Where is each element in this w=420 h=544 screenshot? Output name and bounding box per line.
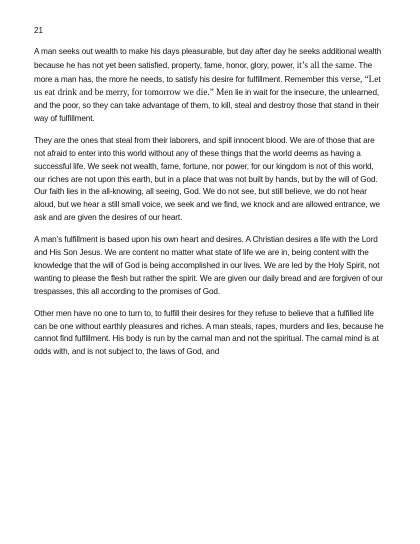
paragraph-1-text-start: A man seeks out wealth to make his days pleasurable, but day after day he seeks additional wealth because he has not yet been satisfied, property, fame, honor, glory, power, [34, 47, 382, 70]
paragraph-1-text-middle: . The more a man has, the more he needs, to satisfy his desire for fulfillment. Remember this [34, 60, 373, 84]
paragraph-1-text-end: lie in wait for the insecure, the unlearned, and the poor, so they can take advantage of them, to kill, steal and destroy those that stand in their way of fulfillment. [34, 88, 380, 123]
paragraph-3: A man’s fulfillment is based upon his own heart and desires. A Christian desires a life with the Lord and His Son Jesus. We are content no matter what state of life we are in, being content with the knowledge that the will of God is being accomplished in our lives. We are led by the Holy Spirit, not wanting to please the flesh but rather the spirit. We are given our daily bread and are forgiven of our trespasses, this all according to the promises of God. [34, 235, 383, 296]
paragraph-2: They are the ones that steal from their laborers, and spill innocent blood. We are of those that are not afraid to enter into this world without any of these things that the world deems as having a successful life. We seek not wealth, fame, fortune, nor power, for our kingdom is not of this world, our riches are not upon this earth, but in a place that was not built by hands, but by the will of God. Our faith lies in the all-knowing, all seeing, God. We do not see, but still believe, we do not hear aloud, but we hear a still small voice, we seek and we find, we knock and are allowed entrance, we ask and are given the desires of our heart. [34, 136, 380, 223]
body-text [34, 46, 386, 369]
paragraph-1-verse-quote: verse, “Let us eat drink and be merry, for tomorrow we die.” Men [34, 73, 381, 98]
page-number: 21 [34, 26, 43, 35]
paragraph-1-phrase-same: it’s all the same [296, 59, 355, 70]
paragraph-4: Other men have no one to turn to, to fulfill their desires for they refuse to believe that a fulfilled life can be one without earthly pleasures and riches. A man steals, rapes, murders and lies, because he cannot find fulfillment. His body is run by the carnal man and not the spiritual. The carnal mind is at odds with, and is not subject to, the laws of God, and [34, 308, 384, 357]
paragraph-1 [34, 46, 386, 126]
